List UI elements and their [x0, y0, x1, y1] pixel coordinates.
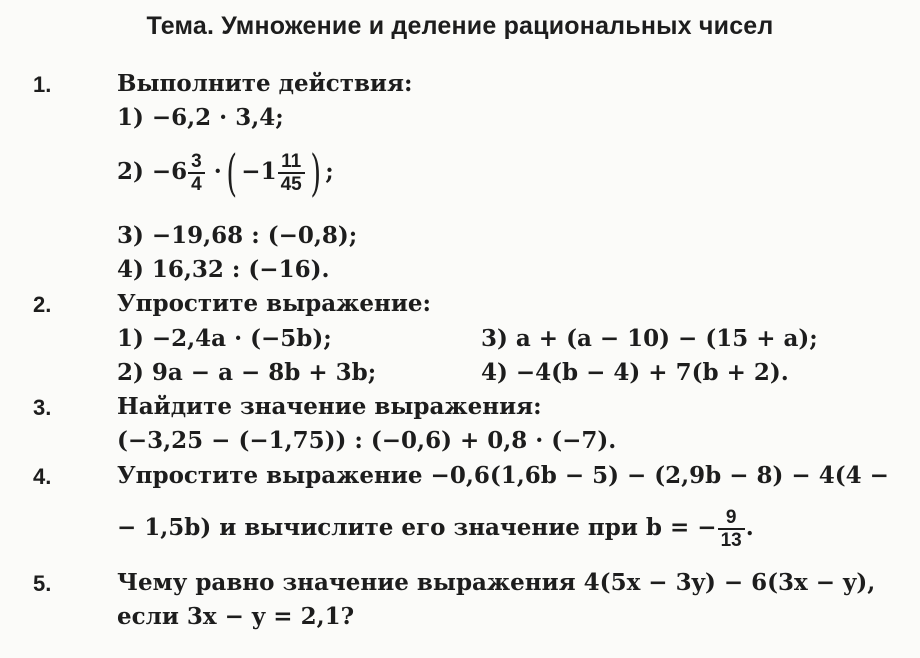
task-2-item-3: 3) a + (a − 10) − (15 + a);	[481, 325, 818, 352]
task-1-text: Выполните действия:	[117, 70, 413, 97]
task-5-line-2: если 3x − y = 2,1?	[117, 603, 355, 630]
semicolon: ;	[325, 158, 334, 185]
b-expression: b = −	[645, 514, 717, 541]
right-paren: )	[310, 144, 321, 202]
task-4-number: 4.	[33, 464, 52, 489]
task-4-line-2	[117, 500, 754, 556]
fraction-11-45	[278, 151, 305, 195]
task-3-number: 3.	[33, 395, 52, 420]
task-1-item-4: 4) 16,32 : (−16).	[117, 256, 330, 283]
task-3-expression: (−3,25 − (−1,75)) : (−0,6) + 0,8 · (−7).	[117, 427, 617, 454]
task-1-item-3: 3) −19,68 : (−0,8);	[117, 222, 358, 249]
task-1-item-2	[117, 144, 334, 200]
fraction-denominator: 4	[191, 174, 202, 195]
fraction-numerator: 11	[278, 151, 305, 174]
task-5-line-1: Чему равно значение выражения 4(5x − 3y) − 6(3x − y),	[117, 569, 876, 596]
fraction-denominator: 13	[720, 530, 742, 551]
fraction-9-13	[718, 507, 745, 551]
task-2-item-1: 1) −2,4a · (−5b);	[117, 325, 332, 352]
topic-title: Тема. Умножение и деление рациональных чисел	[146, 12, 774, 40]
task-2-item-4: 4) −4(b − 4) + 7(b + 2).	[481, 359, 789, 386]
task-1-item-1: 1) −6,2 · 3,4;	[117, 104, 284, 131]
task-2-text: Упростите выражение:	[117, 290, 432, 317]
task-1-item-2-prefix: 2) −6	[117, 158, 188, 185]
task-4-line-2-text: − 1,5b) и вычислите его значение при	[117, 514, 638, 541]
left-paren: (	[226, 144, 237, 202]
fraction-numerator: 9	[718, 507, 745, 530]
fraction-numerator: 3	[188, 151, 205, 174]
task-2-number: 2.	[33, 292, 52, 317]
fraction-3-4	[188, 151, 205, 195]
task-3-text: Найдите значение выражения:	[117, 393, 542, 420]
task-5-number: 5.	[33, 571, 52, 596]
fraction-denominator: 45	[280, 174, 302, 195]
task-2-item-2: 2) 9a − a − 8b + 3b;	[117, 359, 377, 386]
period: .	[745, 514, 754, 541]
task-4-line-1: Упростите выражение −0,6(1,6b − 5) − (2,9b − 8) − 4(4 −	[117, 462, 889, 489]
multiply-dot: ·	[213, 158, 222, 185]
task-1-number: 1.	[33, 72, 52, 97]
mixed-whole: −1	[241, 158, 277, 185]
